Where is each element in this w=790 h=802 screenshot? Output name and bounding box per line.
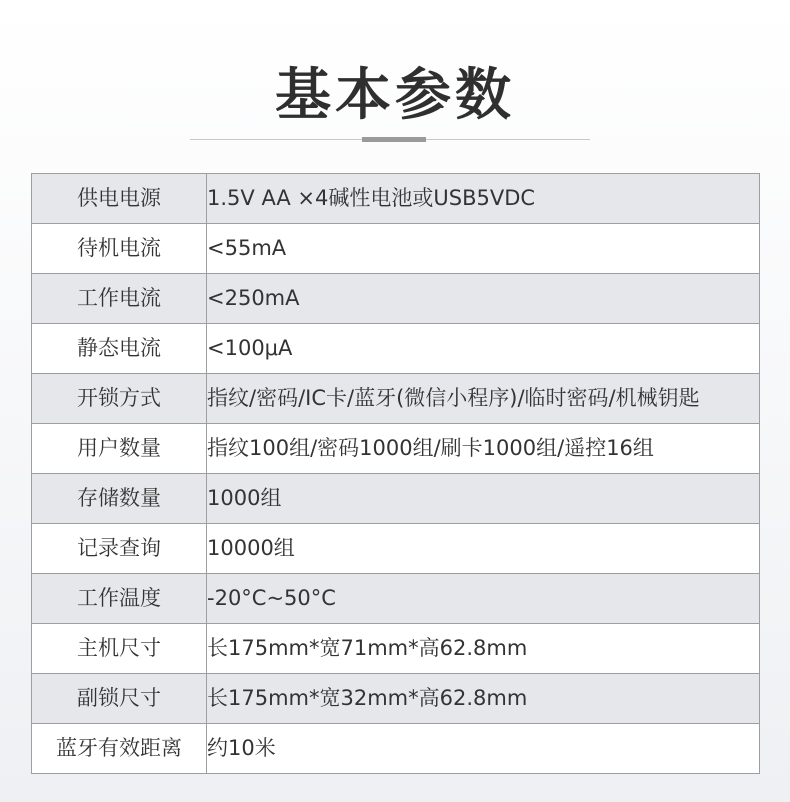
table-row xyxy=(32,574,760,624)
title-accent-bar xyxy=(362,137,426,142)
row-label: 用户数量 xyxy=(32,424,207,474)
row-label: 开锁方式 xyxy=(32,374,207,424)
row-value: -20°C~50°C xyxy=(207,574,760,624)
row-value: 10000组 xyxy=(207,524,760,574)
table-row xyxy=(32,674,760,724)
row-value: <250mA xyxy=(207,274,760,324)
row-label: 主机尺寸 xyxy=(32,624,207,674)
row-value: 长175mm*宽71mm*高62.8mm xyxy=(207,624,760,674)
row-value: <100μA xyxy=(207,324,760,374)
row-value: 长175mm*宽32mm*高62.8mm xyxy=(207,674,760,724)
table-row xyxy=(32,424,760,474)
row-label: 供电电源 xyxy=(32,174,207,224)
row-label: 工作电流 xyxy=(32,274,207,324)
table-row xyxy=(32,724,760,774)
row-label: 静态电流 xyxy=(32,324,207,374)
row-value: <55mA xyxy=(207,224,760,274)
table-row xyxy=(32,174,760,224)
row-value: 1000组 xyxy=(207,474,760,524)
row-label: 蓝牙有效距离 xyxy=(32,724,207,774)
table-row xyxy=(32,224,760,274)
row-label: 存储数量 xyxy=(32,474,207,524)
row-value: 1.5V AA ×4碱性电池或USB5VDC xyxy=(207,174,760,224)
table-row xyxy=(32,524,760,574)
row-value: 约10米 xyxy=(207,724,760,774)
table-row xyxy=(32,624,760,674)
spec-table xyxy=(31,173,760,774)
table-row xyxy=(32,374,760,424)
row-label: 待机电流 xyxy=(32,224,207,274)
row-label: 副锁尺寸 xyxy=(32,674,207,724)
table-row xyxy=(32,324,760,374)
row-label: 工作温度 xyxy=(32,574,207,624)
table-row xyxy=(32,474,760,524)
page-title: 基本参数 xyxy=(275,63,515,128)
table-row xyxy=(32,274,760,324)
row-label: 记录查询 xyxy=(32,524,207,574)
row-value: 指纹/密码/IC卡/蓝牙(微信小程序)/临时密码/机械钥匙 xyxy=(207,374,760,424)
row-value: 指纹100组/密码1000组/刷卡1000组/遥控16组 xyxy=(207,424,760,474)
